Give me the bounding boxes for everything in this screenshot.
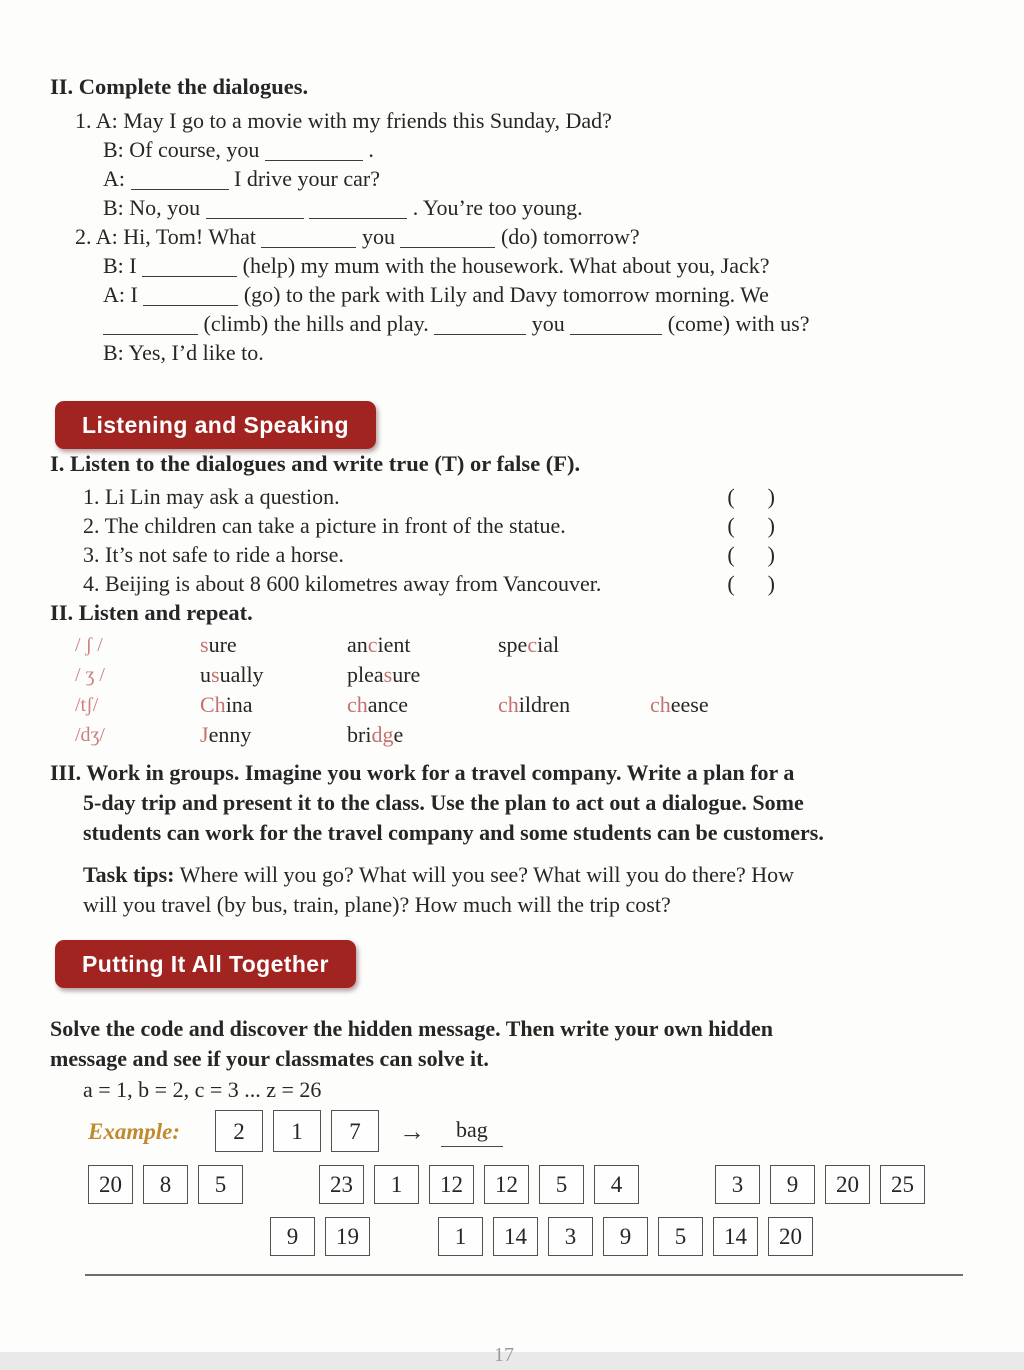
- tf-item: [83, 511, 775, 540]
- dialogue-text: (come) with us?: [662, 311, 810, 336]
- code-box: 20: [768, 1217, 813, 1256]
- dialogue-text: B: I: [103, 253, 143, 278]
- dialogue-text: .: [362, 137, 374, 162]
- word-part: an: [347, 632, 368, 657]
- phonetic-row: [75, 660, 969, 690]
- code-row: [50, 1217, 969, 1256]
- answer-blank: [261, 229, 356, 248]
- phonetic-word: [200, 720, 347, 750]
- word-part: ually: [219, 662, 264, 687]
- highlighted-letter: ch: [347, 692, 368, 717]
- answer-blank: [265, 142, 363, 161]
- dialogue-line: [50, 193, 969, 222]
- code-box: 9: [270, 1217, 315, 1256]
- code-group: [438, 1217, 813, 1256]
- tf-text: 3. It’s not safe to ride a horse.: [83, 542, 344, 567]
- dialogue-text: you: [356, 224, 401, 249]
- example-code-box: 1: [273, 1110, 321, 1152]
- code-intro-line2: message and see if your classmates can solve it.: [50, 1046, 489, 1071]
- phonetic-word: [498, 660, 650, 690]
- word-part: ina: [225, 692, 253, 717]
- phonetic-word: [498, 690, 650, 720]
- task-tips: [50, 860, 969, 920]
- code-box: 5: [539, 1165, 584, 1204]
- code-box: 8: [143, 1165, 188, 1204]
- code-box: 9: [603, 1217, 648, 1256]
- code-box: 20: [88, 1165, 133, 1204]
- phonetic-row: [75, 690, 969, 720]
- section-group-work: [50, 758, 969, 848]
- task-tips-label: Task tips:: [83, 862, 175, 887]
- tf-answer-parens: ( ): [727, 571, 775, 596]
- phonetic-word: [200, 630, 347, 660]
- banner-listening-speaking: [55, 401, 376, 449]
- dialogue-lines: [50, 106, 969, 367]
- example-answer: bag: [441, 1115, 503, 1147]
- dialogue-text: A:: [103, 166, 131, 191]
- code-box: 14: [493, 1217, 538, 1256]
- phonetic-symbol: / ʒ /: [75, 664, 105, 686]
- group-work-line: students can work for the travel company and some students can be customers.: [83, 820, 824, 845]
- answer-blank: [434, 316, 526, 335]
- phonetic-word: [347, 690, 498, 720]
- word-part: enny: [208, 722, 252, 747]
- word-part: ial: [537, 632, 560, 657]
- highlighted-letter: s: [200, 632, 209, 657]
- dialogue-text: you: [526, 311, 571, 336]
- tf-item: [83, 482, 775, 511]
- word-part: eese: [670, 692, 709, 717]
- code-box: 4: [594, 1165, 639, 1204]
- dialogue-text: (climb) the hills and play.: [198, 311, 435, 336]
- highlighted-letter: s: [383, 662, 393, 687]
- code-group: [270, 1217, 370, 1256]
- answer-blank: [142, 258, 237, 277]
- listen-repeat-heading: II. Listen and repeat.: [50, 600, 253, 625]
- code-box: 9: [770, 1165, 815, 1204]
- arrow-right-icon: →: [399, 1116, 425, 1146]
- word-part: ildren: [518, 692, 571, 717]
- highlighted-letter: s: [211, 662, 220, 687]
- code-box: 1: [374, 1165, 419, 1204]
- dialogue-line: [50, 164, 969, 193]
- code-key: a = 1, b = 2, c = 3 ... z = 26: [83, 1077, 322, 1102]
- dialogue-line: [50, 251, 969, 280]
- example-code-box: 7: [331, 1110, 379, 1152]
- dialogue-text: (help) my mum with the housework. What about you, Jack?: [237, 253, 770, 278]
- phonetic-word: [650, 630, 969, 660]
- dialogue-text: B: No, you: [103, 195, 206, 220]
- complete-dialogues-heading: II. Complete the dialogues.: [50, 74, 309, 99]
- phonetic-word: [347, 630, 498, 660]
- word-part: ure: [208, 632, 237, 657]
- section-complete-dialogues: [50, 72, 969, 367]
- group-work-line: III. Work in groups. Imagine you work for a travel company. Write a plan for a: [50, 760, 795, 785]
- dialogue-line: [50, 280, 969, 309]
- answer-blank: [570, 316, 662, 335]
- example-label: Example:: [88, 1118, 180, 1144]
- listening-heading: I. Listen to the dialogues and write true (T) or false (F).: [50, 451, 581, 476]
- task-tips-line1: [83, 860, 969, 890]
- dialogue-text: 1. A: May I go to a movie with my friends this Sunday, Dad?: [75, 108, 612, 133]
- banner-putting-it-all-together: [55, 940, 356, 988]
- dialogue-text: 2. A: Hi, Tom! What: [75, 224, 262, 249]
- dialogue-line: [50, 222, 969, 251]
- example-boxes: [215, 1110, 389, 1152]
- highlighted-letter: J: [200, 722, 209, 747]
- phonetic-row: [75, 630, 969, 660]
- code-box: 5: [198, 1165, 243, 1204]
- code-box: 3: [715, 1165, 760, 1204]
- code-intro: [50, 1014, 969, 1074]
- highlighted-letter: c: [527, 632, 538, 657]
- highlighted-letter: c: [367, 632, 378, 657]
- tf-answer-parens: ( ): [727, 513, 775, 538]
- tf-answer-parens: ( ): [727, 542, 775, 567]
- phonetic-word: [650, 690, 969, 720]
- phonetic-word: [347, 660, 498, 690]
- tf-answer-parens: ( ): [727, 484, 775, 509]
- dialogue-text: B: Yes, I’d like to.: [103, 340, 264, 365]
- dialogue-text: . You’re too young.: [407, 195, 583, 220]
- code-box: 3: [548, 1217, 593, 1256]
- phonetic-row: [75, 720, 969, 750]
- code-rows: [50, 1165, 969, 1256]
- code-box: 14: [713, 1217, 758, 1256]
- word-part: spe: [498, 632, 528, 657]
- tf-text: 4. Beijing is about 8 600 kilometres away from Vancouver.: [83, 571, 602, 596]
- group-work-line: 5-day trip and present it to the class. Use the plan to act out a dialogue. Some: [83, 790, 804, 815]
- section-listening-true-false: [50, 449, 969, 598]
- answer-blank: [103, 316, 198, 335]
- code-box: 25: [880, 1165, 925, 1204]
- code-group: [88, 1165, 243, 1204]
- highlighted-letter: ch: [498, 692, 519, 717]
- dialogue-line: [50, 309, 969, 338]
- code-box: 20: [825, 1165, 870, 1204]
- dialogue-text: B: Of course, you: [103, 137, 265, 162]
- tf-item: [83, 540, 775, 569]
- dialogue-line: [50, 135, 969, 164]
- code-box: 5: [658, 1217, 703, 1256]
- banner-listening-speaking-label: Listening and Speaking: [82, 412, 349, 438]
- word-part: ance: [367, 692, 409, 717]
- highlighted-letter: dg: [371, 722, 394, 747]
- code-row: [50, 1165, 969, 1204]
- phonetic-word: [347, 720, 498, 750]
- answer-blank: [309, 200, 407, 219]
- highlighted-letter: ch: [650, 692, 671, 717]
- dialogue-text: A: I: [103, 282, 144, 307]
- bottom-rule: [85, 1274, 963, 1276]
- code-box: 1: [438, 1217, 483, 1256]
- word-part: ure: [392, 662, 421, 687]
- dialogue-text: I drive your car?: [228, 166, 380, 191]
- word-part: plea: [347, 662, 384, 687]
- phonetic-symbol: / ʃ /: [75, 634, 103, 656]
- word-part: ient: [377, 632, 411, 657]
- code-group: [319, 1165, 639, 1204]
- code-box: 12: [484, 1165, 529, 1204]
- answer-blank: [143, 287, 238, 306]
- code-example-row: [50, 1110, 969, 1152]
- page-number: 17: [494, 1344, 514, 1366]
- dialogue-line: [50, 338, 969, 367]
- task-tips-text: Where will you go? What will you see? What will you do there? How: [174, 862, 795, 887]
- code-intro-line1: Solve the code and discover the hidden message. Then write your own hidden: [50, 1016, 774, 1041]
- phonetic-table: [50, 630, 969, 750]
- dialogue-text: (go) to the park with Lily and Davy tomorrow morning. We: [238, 282, 769, 307]
- dialogue-text: (do) tomorrow?: [495, 224, 640, 249]
- tf-list: [50, 482, 969, 598]
- phonetic-word: [650, 720, 969, 750]
- phonetic-word: [200, 690, 347, 720]
- phonetic-symbol: /tʃ/: [75, 694, 99, 716]
- banner-putting-together-label: Putting It All Together: [82, 951, 329, 977]
- answer-blank: [131, 171, 229, 190]
- answer-blank: [206, 200, 304, 219]
- phonetic-symbol: /dʒ/: [75, 724, 105, 746]
- phonetic-word: [200, 660, 347, 690]
- code-box: 23: [319, 1165, 364, 1204]
- tf-text: 2. The children can take a picture in front of the statue.: [83, 513, 566, 538]
- code-group: [715, 1165, 925, 1204]
- code-box: 12: [429, 1165, 474, 1204]
- example-code-box: 2: [215, 1110, 263, 1152]
- tf-text: 1. Li Lin may ask a question.: [83, 484, 340, 509]
- dialogue-line: [50, 106, 969, 135]
- tf-item: [83, 569, 775, 598]
- phonetic-word: [650, 660, 969, 690]
- word-part: u: [200, 662, 211, 687]
- section-code-puzzle: [50, 1014, 969, 1256]
- word-part: bri: [347, 722, 372, 747]
- code-box: 19: [325, 1217, 370, 1256]
- phonetic-word: [498, 630, 650, 660]
- highlighted-letter: Ch: [200, 692, 226, 717]
- phonetic-word: [498, 720, 650, 750]
- task-tips-line2: will you travel (by bus, train, plane)? How much will the trip cost?: [83, 892, 671, 917]
- word-part: e: [393, 722, 404, 747]
- answer-blank: [400, 229, 495, 248]
- section-listen-repeat: [50, 598, 969, 750]
